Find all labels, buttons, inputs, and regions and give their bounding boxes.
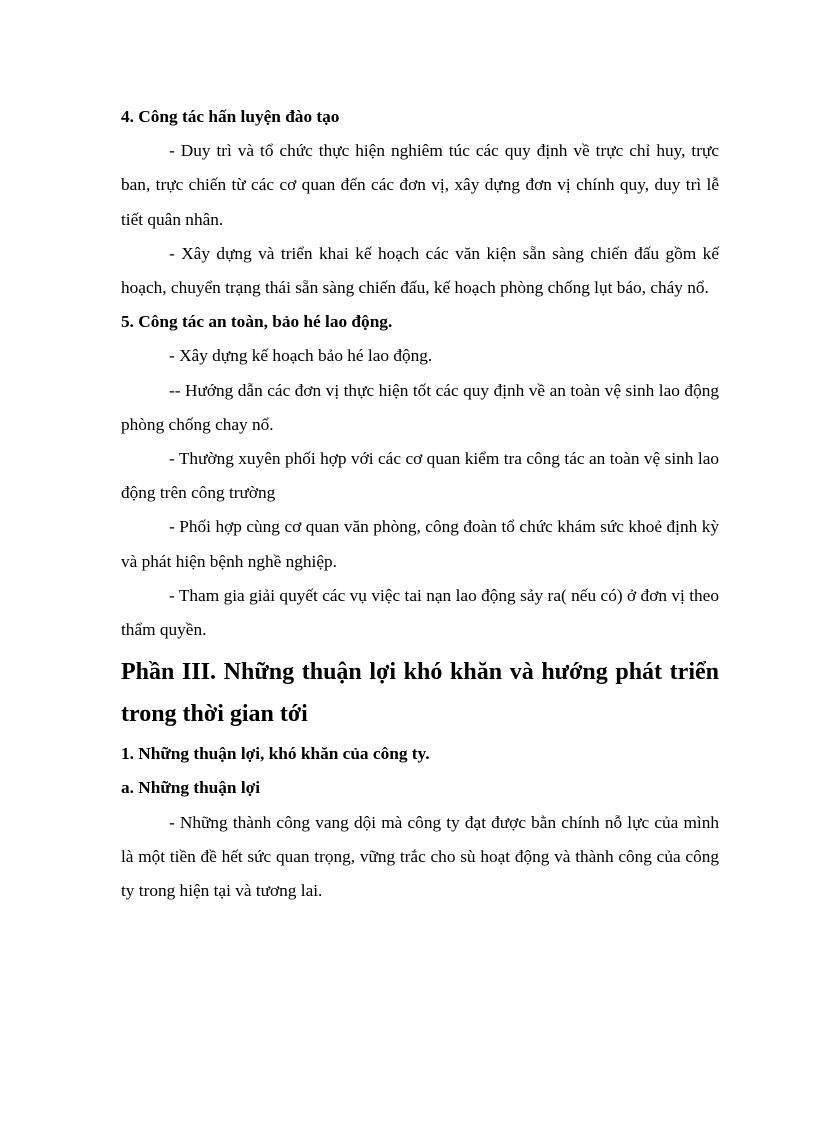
document-body: [121, 100, 719, 908]
paragraph: - Duy trì và tổ chức thực hiện nghiêm túc các quy định về trực chỉ huy, trực ban, trực chiến từ các cơ quan đến các đơn vị, xây dựng đơn vị chính quy, duy trì lễ tiết quân nhân.: [121, 141, 719, 229]
section-heading-safety: 5. Công tác an toàn, bảo hé lao động.: [121, 312, 393, 332]
paragraph: - Tham gia giải quyết các vụ việc tai nạn lao động sảy ra( nếu có) ở đơn vị theo thẩm quyền.: [121, 585, 719, 640]
paragraph: - Phối hợp cùng cơ quan văn phòng, công đoàn tổ chức khám sức khoẻ định kỳ và phát hiện bệnh nghề nghiệp.: [121, 517, 719, 571]
paragraph: - Những thành công vang dội mà công ty đạt được bằn chính nỗ lực của mình là một tiền đề hết sức quan trọng, vững trắc cho sù hoạt động và thành công của công ty trong hiện tại và tương lai.: [121, 812, 719, 901]
subsection-heading: 1. Những thuận lợi, khó khăn của công ty.: [121, 744, 430, 764]
paragraph: - Thường xuyên phối hợp với các cơ quan kiểm tra công tác an toàn vệ sinh lao động trên công trường: [121, 449, 719, 503]
part-title: Phần III. Những thuận lợi khó khăn và hướng phát triển trong thời gian tới: [121, 659, 719, 728]
subsubsection-heading: a. Những thuận lợi: [121, 778, 261, 798]
paragraph: - Xây dựng kế hoạch bảo hé lao động.: [169, 346, 433, 366]
paragraph: - Xây dựng và triển khai kế hoạch các văn kiện sẵn sàng chiến đấu gồm kế hoạch, chuyển trạng thái sẵn sàng chiến đấu, kế hoạch phòng chống lụt báo, cháy nổ.: [121, 243, 719, 298]
section-heading-training: 4. Công tác hấn luyện đào tạo: [121, 107, 340, 126]
paragraph: -- Hướng dẫn các đơn vị thực hiện tốt các quy định về an toàn vệ sinh lao động phòng chống chay nổ.: [121, 380, 719, 434]
